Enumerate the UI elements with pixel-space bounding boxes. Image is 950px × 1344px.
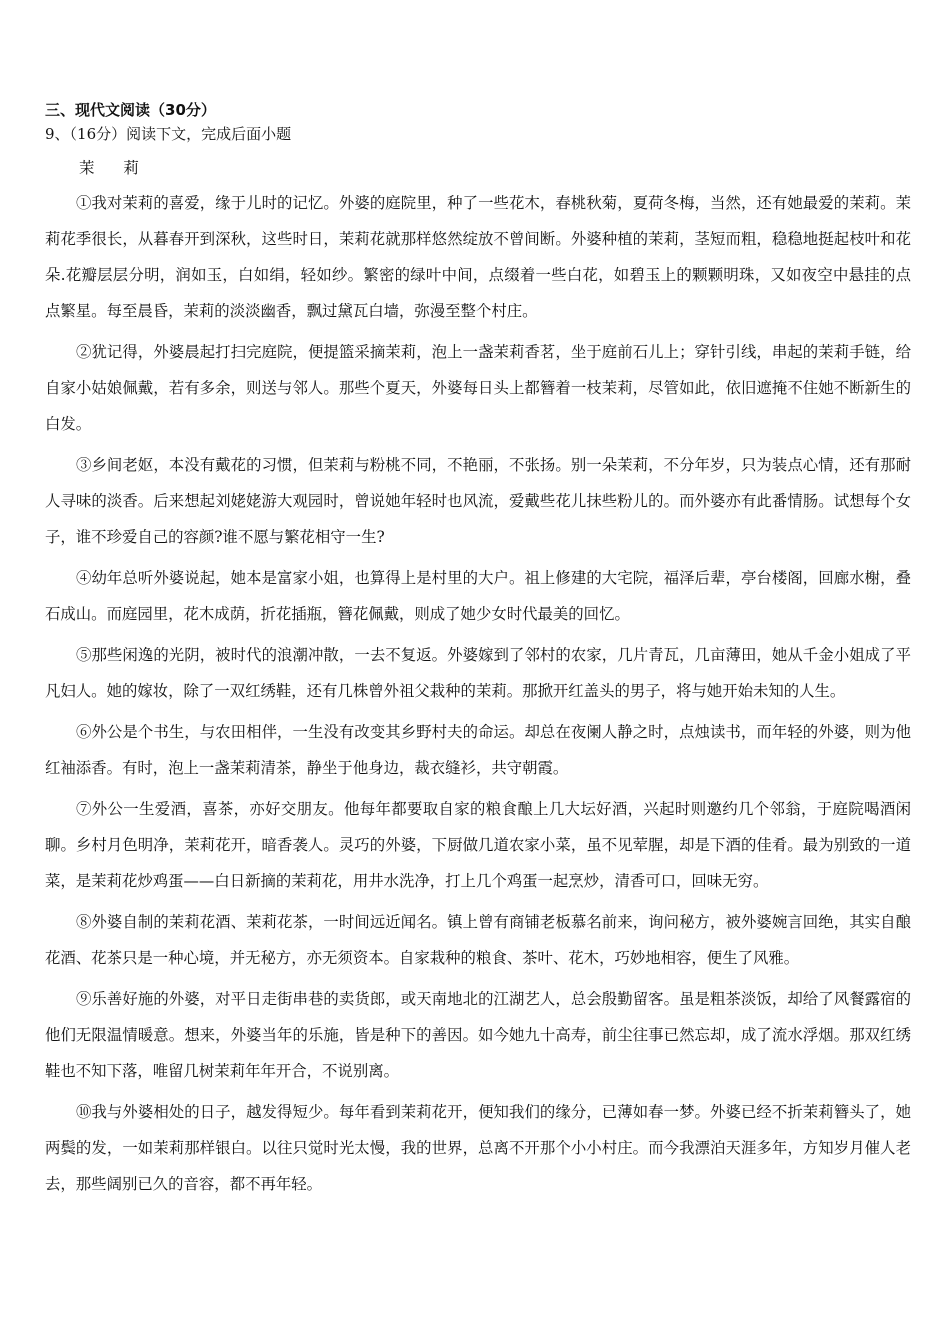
question-prompt: 9、（16分）阅读下文，完成后面小题 <box>45 125 292 143</box>
paragraph-6: ⑥外公是个书生，与农田相伴，一生没有改变其乡野村夫的命运。却总在夜阑人静之时，点烛读书，而年轻的外婆，则为他红袖添香。有时，泡上一盏茉莉清茶，静坐于他身边，裁衣缝衫，共守朝霞。 <box>45 723 911 777</box>
paragraph-10: ⑩我与外婆相处的日子，越发得短少。每年看到茉莉花开，便知我们的缘分，已薄如春一梦。外婆已经不折茉莉簪头了，她两鬓的发，一如茉莉那样银白。以往只觉时光太慢，我的世界，总离不开那个小小村庄。而今我漂泊天涯多年，方知岁月催人老去，那些阔别已久的音容，都不再年轻。 <box>45 1103 911 1193</box>
paragraph-5: ⑤那些闲逸的光阴，被时代的浪潮冲散，一去不复返。外婆嫁到了邻村的农家，几片青瓦，几亩薄田，她从千金小姐成了平凡妇人。她的嫁妆，除了一双红绣鞋，还有几株曾外祖父栽种的茉莉。那掀开红盖头的男子，将与她开始未知的人生。 <box>45 646 911 700</box>
paragraph-4: ④幼年总听外婆说起，她本是富家小姐，也算得上是村里的大户。祖上修建的大宅院，福泽后辈，亭台楼阁，回廊水榭，叠石成山。而庭园里，花木成荫，折花插瓶，簪花佩戴，则成了她少女时代最美的回忆。 <box>45 569 911 623</box>
section-heading: 三、现代文阅读（30分） <box>45 101 216 119</box>
article-title: 茉 莉 <box>79 159 151 177</box>
document-page <box>45 98 911 1204</box>
paragraph-8: ⑧外婆自制的茉莉花酒、茉莉花茶，一时间远近闻名。镇上曾有商铺老板慕名前来，询问秘方，被外婆婉言回绝，其实自酿花酒、花茶只是一种心境，并无秘方，亦无须资本。自家栽种的粮食、茶叶、花木，巧妙地相容，便生了风雅。 <box>45 913 911 967</box>
paragraph-9: ⑨乐善好施的外婆，对平日走街串巷的卖货郎，或天南地北的江湖艺人，总会殷勤留客。虽是粗茶淡饭，却给了风餐露宿的他们无限温情暖意。想来，外婆当年的乐施，皆是种下的善因。如今她九十高寿，前尘往事已然忘却，成了流水浮烟。那双红绣鞋也不知下落，唯留几树茉莉年年开合，不说别离。 <box>45 990 911 1080</box>
paragraph-3: ③乡间老妪，本没有戴花的习惯，但茉莉与粉桃不同，不艳丽，不张扬。别一朵茉莉，不分年岁，只为装点心情，还有那耐人寻味的淡香。后来想起刘姥姥游大观园时，曾说她年轻时也风流，爱戴些花儿抹些粉儿的。而外婆亦有此番情肠。试想每个女子，谁不珍爱自己的容颜?谁不愿与繁花相守一生? <box>45 456 911 546</box>
paragraph-2: ②犹记得，外婆晨起打扫完庭院，便提篮采摘茉莉，泡上一盏茉莉香茗，坐于庭前石儿上；穿针引线，串起的茉莉手链，给自家小姑娘佩戴，若有多余，则送与邻人。那些个夏天，外婆每日头上都簪着一枝茉莉，尽管如此，依旧遮掩不住她不断新生的白发。 <box>45 343 911 433</box>
paragraph-7: ⑦外公一生爱酒，喜茶，亦好交朋友。他每年都要取自家的粮食酿上几大坛好酒，兴起时则邀约几个邻翁，于庭院喝酒闲聊。乡村月色明净，茉莉花开，暗香袭人。灵巧的外婆，下厨做几道农家小菜，虽不见荤腥，却是下酒的佳肴。最为别致的一道菜，是茉莉花炒鸡蛋——白日新摘的茉莉花，用井水洗净，打上几个鸡蛋一起烹炒，清香可口，回味无穷。 <box>45 800 911 890</box>
paragraph-1: ①我对茉莉的喜爱，缘于儿时的记忆。外婆的庭院里，种了一些花木，春桃秋菊，夏荷冬梅，当然，还有她最爱的茉莉。茉莉花季很长，从暮春开到深秋，这些时日，茉莉花就那样悠然绽放不曾间断。外婆种植的茉莉，茎短而粗，稳稳地挺起枝叶和花朵.花瓣层层分明，润如玉，白如绢，轻如纱。繁密的绿叶中间，点缀着一些白花，如碧玉上的颗颗明珠，又如夜空中悬挂的点点繁星。每至晨昏，茉莉的淡淡幽香，飘过黛瓦白墙，弥漫至整个村庄。 <box>45 194 911 320</box>
